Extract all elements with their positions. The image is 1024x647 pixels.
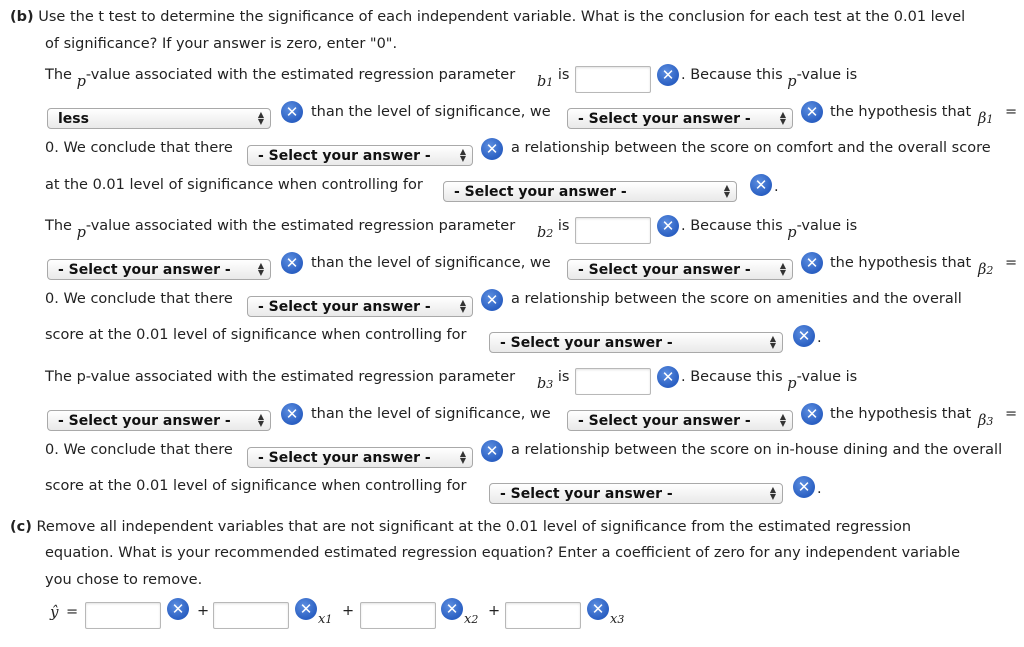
b3-line4-pre: score at the 0.01 level of significance when controlling for <box>45 478 467 494</box>
b3-line3-pre: 0. We conclude that there <box>45 442 233 458</box>
part-b-intro-line2: of significance? If your answer is zero, enter "0". <box>45 36 398 52</box>
b3-decision-incorrect-icon: ✕ <box>801 403 823 425</box>
b2-existence-select[interactable]: - Select your answer - ▲ ▼ <box>247 296 473 317</box>
coef-x1-incorrect-icon: ✕ <box>295 598 317 620</box>
intercept-input[interactable] <box>85 602 161 629</box>
b2-comparison-incorrect-icon: ✕ <box>281 252 303 274</box>
b3-period: . <box>817 481 822 497</box>
b3-comparison-incorrect-icon: ✕ <box>281 403 303 425</box>
plus-1: + <box>197 603 210 619</box>
b2-line3-pre: 0. We conclude that there <box>45 291 233 307</box>
b3-comparison-select[interactable]: - Select your answer - ▲ ▼ <box>47 410 271 431</box>
part-c-line3: you chose to remove. <box>45 572 203 588</box>
coef-x2-incorrect-icon: ✕ <box>441 598 463 620</box>
b1-decision-incorrect-icon: ✕ <box>801 101 823 123</box>
b1-hypothesis-text: the hypothesis that <box>830 104 972 120</box>
b2-line3-post: a relationship between the score on amenities and the overall <box>511 291 962 307</box>
coef-x1-input[interactable] <box>213 602 289 629</box>
b1-line1-text: The p-value associated with the estimated regression parameter <box>45 67 516 90</box>
part-c-line1: (c) Remove all independent variables that are not significant at the 0.01 level of significance from the estimated regression <box>10 519 912 535</box>
part-b-label: (b) <box>10 9 34 25</box>
b3-decision-select[interactable]: - Select your answer - ▲ ▼ <box>567 410 793 431</box>
b3-line1-text: The p-value associated with the estimated regression parameter <box>45 369 516 385</box>
part-c-label: (c) <box>10 519 32 535</box>
b1-line3-pre: 0. We conclude that there <box>45 140 233 156</box>
b3-control-incorrect-icon: ✕ <box>793 476 815 498</box>
b2-because-text: . Because this p-value is <box>681 218 858 241</box>
plus-3: + <box>488 603 501 619</box>
b3-line2-text: than the level of significance, we <box>311 406 551 422</box>
b1-pvalue-input[interactable] <box>575 66 651 93</box>
b2-line2-text: than the level of significance, we <box>311 255 551 271</box>
b1-decision-select[interactable]: - Select your answer - ▲ ▼ <box>567 108 793 129</box>
b2-line4-pre: score at the 0.01 level of significance when controlling for <box>45 327 467 343</box>
intercept-incorrect-icon: ✕ <box>167 598 189 620</box>
b1-beta: β1 <box>978 111 994 127</box>
b2-pvalue-incorrect-icon: ✕ <box>657 215 679 237</box>
b3-beta: β3 <box>978 413 994 429</box>
b1-existence-select[interactable]: - Select your answer - ▲ ▼ <box>247 145 473 166</box>
b2-decision-select[interactable]: - Select your answer - ▲ ▼ <box>567 259 793 280</box>
b1-because-text: . Because this p-value is <box>681 67 858 90</box>
b1-comparison-incorrect-icon: ✕ <box>281 101 303 123</box>
b1-control-select[interactable]: - Select your answer - ▲ ▼ <box>443 181 737 202</box>
b1-period: . <box>774 179 779 195</box>
b1-pvalue-incorrect-icon: ✕ <box>657 64 679 86</box>
b3-because-text: . Because this p-value is <box>681 369 858 392</box>
x2-label: x2 <box>464 612 479 627</box>
coef-x3-incorrect-icon: ✕ <box>587 598 609 620</box>
b1-line3-post: a relationship between the score on comfort and the overall score <box>511 140 991 156</box>
plus-2: + <box>342 603 355 619</box>
b2-comparison-select[interactable]: - Select your answer - ▲ ▼ <box>47 259 271 280</box>
b3-control-select[interactable]: - Select your answer - ▲ ▼ <box>489 483 783 504</box>
b1-line4-pre: at the 0.01 level of significance when controlling for <box>45 177 423 193</box>
b2-period: . <box>817 330 822 346</box>
x1-label: x1 <box>318 612 333 627</box>
b1-comparison-select[interactable]: less ▲ ▼ <box>47 108 271 129</box>
y-hat: ŷ <box>50 603 59 621</box>
b2-equals: = <box>1005 255 1018 271</box>
x3-label: x3 <box>610 612 625 627</box>
b3-equals: = <box>1005 406 1018 422</box>
coef-x2-input[interactable] <box>360 602 436 629</box>
b1-line2-text: than the level of significance, we <box>311 104 551 120</box>
b2-line1-text: The p-value associated with the estimated regression parameter <box>45 218 516 241</box>
b1-equals: = <box>1005 104 1018 120</box>
b2-param: b2 is <box>537 218 570 241</box>
equation-equals: = <box>66 604 79 620</box>
b1-param: b1 is <box>537 67 570 90</box>
b2-control-select[interactable]: - Select your answer - ▲ ▼ <box>489 332 783 353</box>
part-b-intro-line1: (b) Use the t test to determine the significance of each independent variable. What is the conclusion for each test at the 0.01 level <box>10 9 966 25</box>
b3-pvalue-incorrect-icon: ✕ <box>657 366 679 388</box>
b2-decision-incorrect-icon: ✕ <box>801 252 823 274</box>
b2-control-incorrect-icon: ✕ <box>793 325 815 347</box>
b1-existence-incorrect-icon: ✕ <box>481 138 503 160</box>
b3-line3-post: a relationship between the score on in-house dining and the overall <box>511 442 1003 458</box>
b3-hypothesis-text: the hypothesis that <box>830 406 972 422</box>
b2-existence-incorrect-icon: ✕ <box>481 289 503 311</box>
part-c-line2: equation. What is your recommended estimated regression equation? Enter a coefficient of zero for any independent variable <box>45 545 961 561</box>
b2-pvalue-input[interactable] <box>575 217 651 244</box>
b3-existence-select[interactable]: - Select your answer - ▲ ▼ <box>247 447 473 468</box>
b2-hypothesis-text: the hypothesis that <box>830 255 972 271</box>
b3-existence-incorrect-icon: ✕ <box>481 440 503 462</box>
b1-control-incorrect-icon: ✕ <box>750 174 772 196</box>
b3-pvalue-input[interactable] <box>575 368 651 395</box>
b2-beta: β2 <box>978 262 994 278</box>
coef-x3-input[interactable] <box>505 602 581 629</box>
b3-param: b3 is <box>537 369 570 392</box>
